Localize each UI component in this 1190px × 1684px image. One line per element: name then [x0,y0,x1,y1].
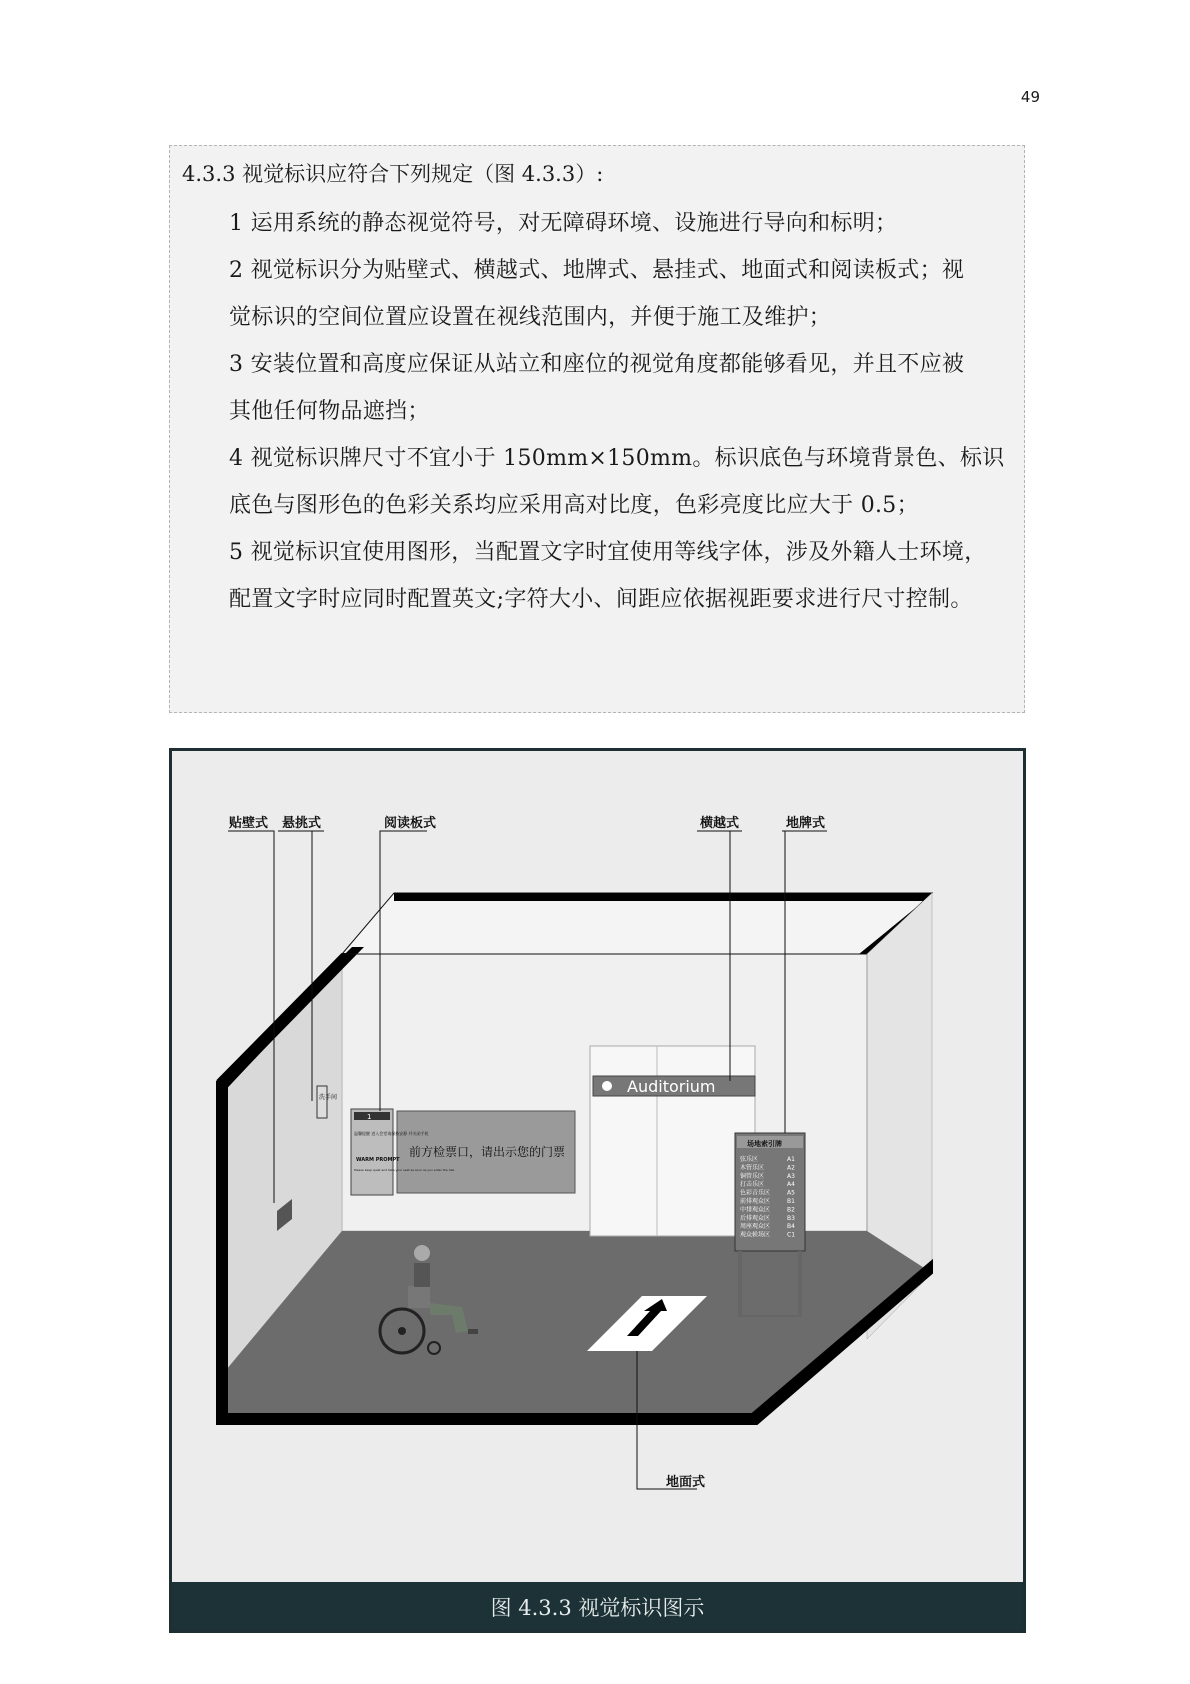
ceiling [342,893,932,954]
label-hanging: 悬挑式 [282,816,322,831]
spec-title: 4.3.3 视觉标识应符合下列规定（图 4.3.3）: [182,162,604,186]
reading-board [351,1109,393,1195]
label-reading: 阅读板式 [384,816,437,831]
directory-row-name: 弦乐区 [740,1156,759,1163]
label-floor: 地面式 [666,1475,706,1490]
directory-row-name: 前排观众区 [740,1198,771,1205]
spec-line: 配置文字时应同时配置英文;字符大小、间距应依据视距要求进行尺寸控制。 [229,587,973,612]
directory-row-code: B3 [787,1214,795,1222]
info-icon [602,1081,612,1091]
directory-row-code: B2 [787,1206,795,1214]
spec-line: 4 视觉标识牌尺寸不宜小于 150mm×150mm。标识底色与环境背景色、标识 [229,446,1005,471]
spec-line: 其他任何物品遮挡； [229,399,430,424]
directory-row-name: 观众候场区 [740,1231,771,1239]
directory-title: 场地索引牌 [747,1140,782,1148]
figure-frame [169,748,1026,1633]
room-illustration [172,751,1023,1630]
directory-row-name: 打击乐区 [740,1181,765,1189]
directory-row-code: B1 [787,1198,795,1205]
spec-line: 1 运用系统的静态视觉符号，对无障碍环境、设施进行导向和标明； [229,211,898,236]
label-wall: 贴壁式 [229,816,269,831]
floor [217,1231,932,1424]
wall-panel-text: 前方检票口，请出示您的门票 [409,1145,566,1159]
spec-line: 5 视觉标识宜使用图形，当配置文字时宜使用等线字体，涉及外籍人士环境， [229,540,987,565]
directory-row-code: C1 [787,1231,796,1239]
directory-row-name: 木管乐区 [740,1164,765,1172]
page-number: 49 [1020,88,1040,106]
label-floor-stand: 地牌式 [786,816,826,831]
figure-caption: 图 4.3.3 视觉标识图示 [490,1596,705,1620]
directory-row-name: 后排观众区 [740,1214,771,1222]
directory-row-code: A3 [787,1172,795,1180]
directory-row-code: A5 [787,1189,795,1197]
hanging-sign [317,1086,327,1118]
ceiling-rim [394,893,932,901]
directory-row-name: 周座观众区 [740,1223,771,1231]
reading-en: Please keep quiet and take your seat as soon as you enter the hall. [354,1168,456,1172]
spec-line: 底色与图形色的色彩关系均应采用高对比度，色彩亮度比应大于 0.5； [229,493,919,518]
banner-text: Auditorium [627,1077,716,1096]
directory-row-name: 色彩音乐区 [740,1189,771,1197]
directory-row-code: B4 [787,1223,795,1231]
spec-box [169,145,1025,713]
label-crossing: 横越式 [700,816,740,831]
directory-row-code: A2 [787,1164,795,1172]
reading-cn: 温馨提醒 进入会堂请保持安静 并关闭手机 [354,1131,429,1136]
reading-number: 1 [367,1113,372,1121]
directory-row-code: A4 [787,1181,795,1189]
hanging-sign-text: 洗手间 [319,1094,338,1101]
reading-en-title: WARM PROMPT [356,1157,400,1163]
spec-line: 觉标识的空间位置应设置在视线范围内，并便于施工及维护； [229,305,832,330]
directory-row-code: A1 [787,1156,795,1163]
figure-caption-bar [172,1582,1023,1630]
directory-row-name: 铜管乐区 [740,1172,765,1180]
spec-line: 3 安装位置和高度应保证从站立和座位的视觉角度都能够看见，并且不应被 [229,352,965,377]
directory-row-name: 中排观众区 [740,1206,771,1214]
spec-line: 2 视觉标识分为贴壁式、横越式、地牌式、悬挂式、地面式和阅读板式；视 [229,258,965,283]
